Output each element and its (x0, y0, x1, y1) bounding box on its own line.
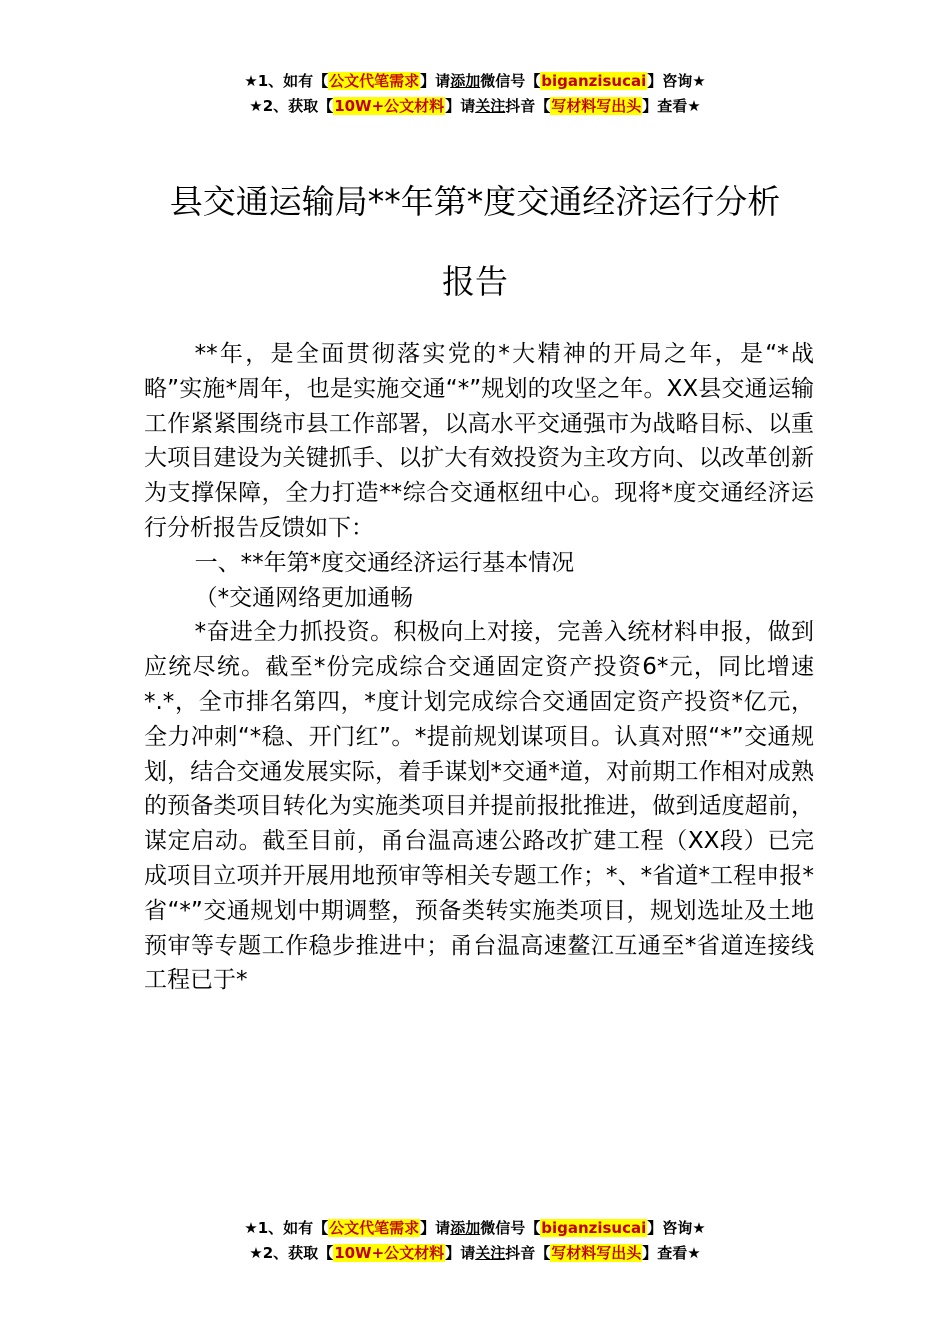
banner-text: 】查看★ (642, 97, 701, 115)
banner-highlight: 写材料写出头 (551, 1244, 642, 1262)
banner-text: ★1、如有【 (244, 1219, 329, 1237)
banner-text: 抖音【 (505, 97, 551, 115)
banner-underline: 添加 (450, 72, 481, 90)
banner-highlight: 公文代笔需求 (329, 72, 420, 90)
banner-text: 微信号【 (480, 72, 541, 90)
section-heading: 一、**年第*度交通经济运行基本情况 (194, 549, 575, 576)
banner-text: ★2、获取【 (249, 1244, 334, 1262)
banner-line-2 (0, 94, 950, 119)
paragraph-investment: *奋进全力抓投资。积极向上对接，完善入统材料申报，做到应统尽统。截至*份完成综合交通固定资产投资6*元，同比增速*.*，全市排名第四，*度计划完成综合交通固定资产投资*亿元，全力冲刺“*稳、开门红”。*提前规划谋项目。认真对照“*”交通规划，结合交通发展实际，着手谋划*交通*道，对前期工作相对成熟的预备类项目转化为实施类项目并提前报批推进，做到适度超前，谋定启动。截至目前，甬台温高速公路改扩建工程（XX段）已完成项目立项并开展用地预审等相关专题工作；*、*省道*工程申报*省“*”交通规划中期调整，预备类转实施类项目，规划选址及土地预审等专题工作稳步推进中；甬台温高速鳌江互通至*省道连接线工程已于* (144, 619, 814, 994)
document-title (130, 172, 820, 312)
banner-text: 】咨询★ (647, 1219, 706, 1237)
banner-highlight: 写材料写出头 (551, 97, 642, 115)
banner-text: ★2、获取【 (249, 97, 334, 115)
subsection-heading: （*交通网络更加通畅 (194, 584, 414, 611)
paragraph-intro: **年，是全面贯彻落实党的*大精神的开局之年，是“*战略”实施*周年，也是实施交通“*”规划的攻坚之年。XX县交通运输工作紧紧围绕市县工作部署，以高水平交通强市为战略目标、以重大项目建设为关键抓手、以扩大有效投资为主攻方向、以改革创新为支撑保障，全力打造**综合交通枢纽中心。现将*度交通经济运行分析报告反馈如下： (144, 341, 814, 541)
banner-text: 】请 (420, 1219, 451, 1237)
banner-text: 】请 (420, 72, 451, 90)
banner-highlight: biganzisucai (541, 1219, 647, 1237)
banner-line-1 (0, 69, 950, 94)
banner-text: 】请 (445, 1244, 476, 1262)
banner-text: 微信号【 (480, 1219, 541, 1237)
header-banner (0, 69, 950, 119)
banner-highlight: 10W+公文材料 (334, 1244, 445, 1262)
banner-highlight: 10W+公文材料 (334, 97, 445, 115)
banner-underline: 关注 (475, 97, 506, 115)
banner-line-1 (0, 1216, 950, 1241)
title-line-2: 报告 (442, 262, 508, 301)
banner-text: 】请 (445, 97, 476, 115)
banner-text: ★1、如有【 (244, 72, 329, 90)
banner-line-2 (0, 1241, 950, 1266)
banner-highlight: biganzisucai (541, 72, 647, 90)
footer-banner (0, 1216, 950, 1266)
banner-highlight: 公文代笔需求 (329, 1219, 420, 1237)
banner-text: 】查看★ (642, 1244, 701, 1262)
document-body (144, 337, 814, 998)
banner-underline: 关注 (475, 1244, 506, 1262)
banner-text: 抖音【 (505, 1244, 551, 1262)
banner-text: 】咨询★ (647, 72, 706, 90)
banner-underline: 添加 (450, 1219, 481, 1237)
title-line-1: 县交通运输局**年第*度交通经济运行分析 (169, 182, 781, 221)
